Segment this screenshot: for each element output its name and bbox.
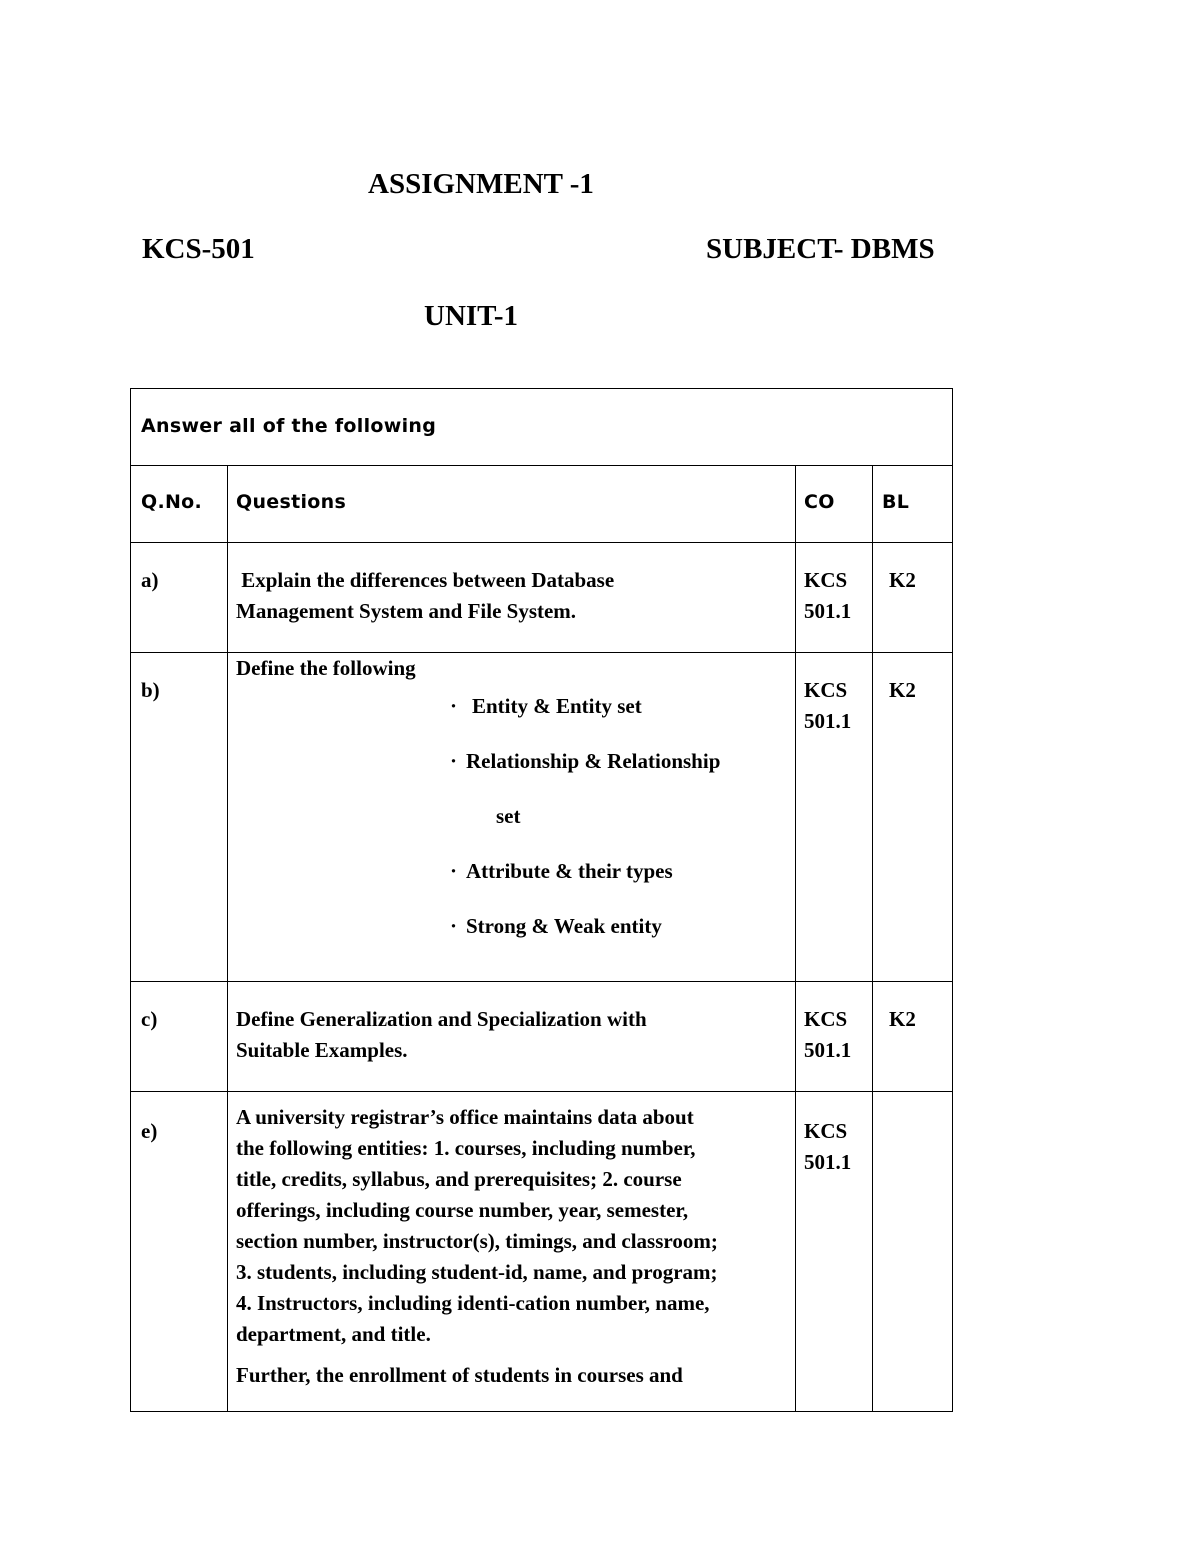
- question-text: [228, 543, 796, 653]
- question-text: [228, 982, 796, 1092]
- bullet-text: set: [496, 804, 521, 828]
- unit-label: UNIT-1: [424, 300, 519, 332]
- question-number: e): [131, 1092, 228, 1412]
- co-number: 501.1: [804, 1150, 852, 1174]
- question-continuation: Further, the enrollment of students in courses and: [236, 1363, 683, 1387]
- question-text: [228, 653, 796, 982]
- co-number: 501.1: [804, 1038, 852, 1062]
- col-header-bl: BL: [873, 466, 953, 543]
- co-code: KCS: [804, 1119, 848, 1143]
- co-cell: [796, 543, 873, 653]
- list-item-continuation: [236, 801, 795, 856]
- co-number: 501.1: [804, 599, 852, 623]
- bullet-icon: ·: [450, 749, 458, 773]
- question-number: a): [131, 543, 228, 653]
- bl-cell: K2: [873, 543, 953, 653]
- question-line: A university registrar’s office maintains data about: [236, 1105, 694, 1129]
- question-line: offerings, including course number, year, semester,: [236, 1198, 689, 1222]
- question-line: department, and title.: [236, 1322, 431, 1346]
- question-line: Suitable Examples.: [236, 1038, 408, 1062]
- list-item: [236, 911, 795, 966]
- bl-cell: K2: [873, 653, 953, 982]
- bullet-icon: ·: [450, 694, 458, 718]
- course-code: KCS-501: [142, 233, 255, 265]
- table-row: [131, 982, 953, 1092]
- bullet-icon: ·: [450, 859, 458, 883]
- question-line: section number, instructor(s), timings, and classroom;: [236, 1229, 718, 1253]
- question-line: 4. Instructors, including identi-cation number, name,: [236, 1291, 710, 1315]
- table-row: [131, 543, 953, 653]
- bullet-text: Strong & Weak entity: [466, 914, 662, 938]
- question-line: 3. students, including student-id, name, and program;: [236, 1260, 718, 1284]
- question-intro: Define the following: [236, 656, 416, 680]
- co-code: KCS: [804, 568, 848, 592]
- bl-cell: [873, 1092, 953, 1412]
- bullet-icon: ·: [450, 914, 458, 938]
- question-line: Explain the differences between Database: [236, 568, 615, 592]
- col-header-qno: Q.No.: [131, 466, 228, 543]
- question-line: Management System and File System.: [236, 599, 577, 623]
- col-header-co: CO: [796, 466, 873, 543]
- assignment-table: [130, 388, 953, 1412]
- table-row: [131, 1092, 953, 1412]
- list-item: [236, 746, 795, 801]
- co-cell: [796, 1092, 873, 1412]
- list-item: [236, 856, 795, 911]
- question-number: c): [131, 982, 228, 1092]
- question-text: [228, 1092, 796, 1412]
- co-cell: [796, 982, 873, 1092]
- list-item: [236, 691, 795, 746]
- co-number: 501.1: [804, 709, 852, 733]
- assignment-title: ASSIGNMENT -1: [368, 168, 594, 200]
- table-row: [131, 653, 953, 982]
- instruction-text: Answer all of the following: [131, 389, 953, 466]
- instruction-row: [131, 389, 953, 466]
- col-header-questions: Questions: [228, 466, 796, 543]
- bl-cell: K2: [873, 982, 953, 1092]
- question-line: Define Generalization and Specialization with: [236, 1007, 647, 1031]
- subject-label: SUBJECT- DBMS: [706, 233, 935, 265]
- table-header-row: [131, 466, 953, 543]
- question-number: b): [131, 653, 228, 982]
- bullet-text: Attribute & their types: [466, 859, 673, 883]
- question-line: title, credits, syllabus, and prerequisites; 2. course: [236, 1167, 682, 1191]
- co-cell: [796, 653, 873, 982]
- bullet-text: Relationship & Relationship: [466, 749, 721, 773]
- bullet-text: Entity & Entity set: [472, 694, 642, 718]
- co-code: KCS: [804, 1007, 848, 1031]
- question-line: the following entities: 1. courses, including number,: [236, 1136, 696, 1160]
- co-code: KCS: [804, 678, 848, 702]
